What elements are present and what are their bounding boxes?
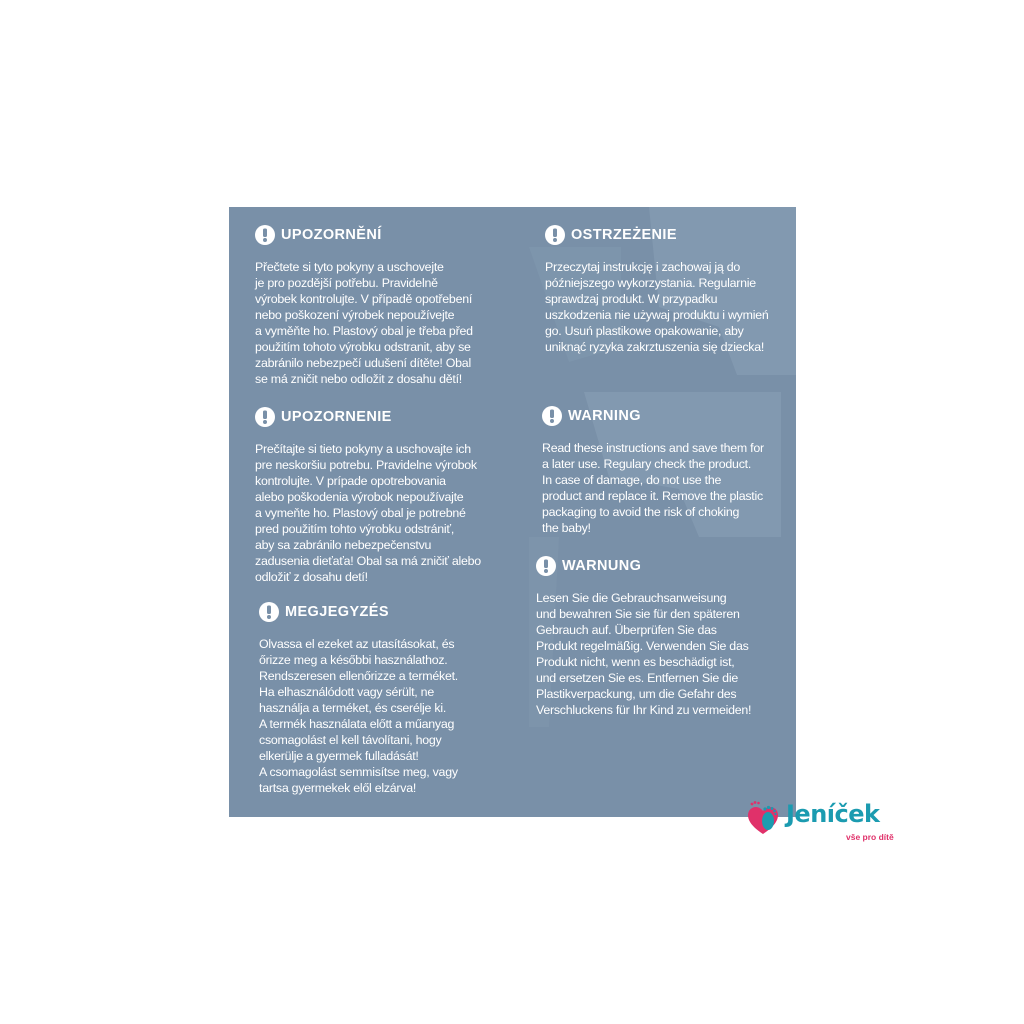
warning-heading-hu [259,602,529,622]
warning-exclamation-icon [255,225,275,245]
warning-text-en: Read these instructions and save them for a later use. Regulary check the product. In case of damage, do not use the product and replace it. Remove the plastic packaging to avoid the risk of choking the baby! [542,441,764,535]
warning-exclamation-icon [259,602,279,622]
brand-logo [744,798,904,846]
brand-tagline: vše pro dítě [846,832,894,842]
warning-block-sk [255,407,525,585]
warning-text-cs: Přečtete si tyto pokyny a uschovejte je pro pozdější potřebu. Pravidelně výrobek kontrolujte. V případě opotřebení nebo poškození výrobek nepoužívejte a vyměňte ho. Plastový obal je třeba před použitím tohoto výrobku odstranit, aby se zabránilo nebezpečí udušení dítěte! Obal se má zničit nebo odložit z dosahu dětí! [255,260,473,386]
warning-exclamation-icon [255,407,275,427]
warning-panel [229,207,796,817]
warning-heading-pl [545,225,795,245]
warning-exclamation-icon [536,556,556,576]
warning-title-pl: OSTRZEŻENIE [571,227,677,243]
baby-feet-heart-icon [744,798,784,838]
warning-heading-de [536,556,791,576]
warning-exclamation-icon [542,406,562,426]
warning-title-de: WARNUNG [562,558,642,574]
warning-block-de [536,556,791,718]
warning-text-hu: Olvassa el ezeket az utasításokat, és őrizze meg a későbbi használathoz. Rendszeresen ellenőrizze a terméket. Ha elhasználódott vagy sérült, ne használja a terméket, és cserélje ki. A termék használata előtt a műanyag csomagolást el kell távolítani, hogy elkerülje a gyermek fulladását! A csomagolást semmisítse meg, vagy tartsa gyermekek elől elzárva! [259,637,458,795]
brand-name: Jeníček [786,800,880,828]
warning-block-en [542,406,794,536]
warning-text-de: Lesen Sie die Gebrauchsanweisung und bewahren Sie sie für den späteren Gebrauch auf. Überprüfen Sie das Produkt regelmäßig. Verwenden Sie das Produkt nicht, wenn es beschädigt ist, und ersetzen Sie es. Entfernen Sie die Plastikverpackung, um die Gefahr des Verschluckens für Ihr Kind zu vermeiden! [536,591,752,717]
warning-title-en: WARNING [568,408,641,424]
warning-title-hu: MEGJEGYZÉS [285,604,389,620]
warning-block-pl [545,225,795,355]
warning-heading-en [542,406,794,426]
warning-text-pl: Przeczytaj instrukcję i zachowaj ją do późniejszego wykorzystania. Regularnie sprawdzaj produkt. W przypadku uszkodzenia nie używaj produktu i wymień go. Usuń plastikowe opakowanie, aby uniknąć ryzyka zakrztuszenia się dziecka! [545,260,769,354]
warning-exclamation-icon [545,225,565,245]
warning-block-hu [259,602,529,796]
warning-block-cs [255,225,525,387]
warning-title-sk: UPOZORNENIE [281,409,392,425]
warning-heading-cs [255,225,525,245]
warning-heading-sk [255,407,525,427]
warning-title-cs: UPOZORNĚNÍ [281,227,382,243]
warning-text-sk: Prečítajte si tieto pokyny a uschovajte ich pre neskoršiu potrebu. Pravidelne výrobok kontrolujte. V prípade opotrebovania alebo poškodenia výrobok nepoužívajte a vymeňte ho. Plastový obal je potrebné pred použitím tohto výrobku odstrániť, aby sa zabránilo nebezpečenstvu zadusenia dieťaťa! Obal sa má zničiť alebo odložiť z dosahu detí! [255,442,481,584]
